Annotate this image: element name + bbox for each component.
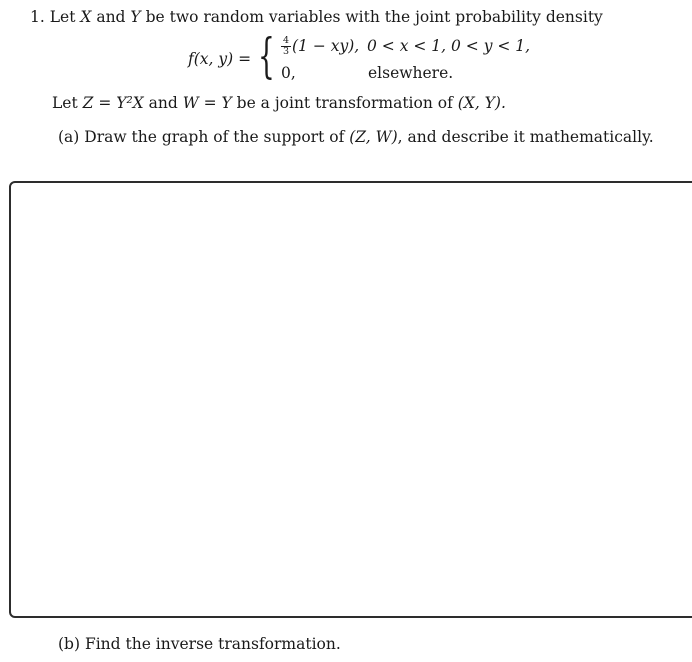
case2-condition: elsewhere. bbox=[368, 64, 454, 82]
case2-value: 0, bbox=[281, 64, 296, 82]
part-a-rest: , and describe it mathematically. bbox=[397, 128, 654, 146]
transformation-statement bbox=[52, 94, 506, 112]
let-text: Let bbox=[52, 94, 83, 112]
var-x: X bbox=[80, 8, 92, 26]
density-function-label: f(x, y) = bbox=[188, 50, 252, 68]
z-definition: Z = Y²X bbox=[82, 94, 144, 112]
fraction-denominator: 3 bbox=[282, 46, 290, 57]
problem-statement bbox=[30, 8, 603, 26]
zw-pair: (Z, W) bbox=[349, 128, 398, 146]
w-definition: W = Y bbox=[182, 94, 232, 112]
part-b-question: (b) Find the inverse transformation. bbox=[58, 635, 341, 653]
var-y: Y bbox=[130, 8, 141, 26]
fraction-numerator: 4 bbox=[282, 35, 290, 46]
piecewise-brace: { bbox=[258, 28, 275, 84]
case1-condition: 0 < x < 1, 0 < y < 1, bbox=[367, 37, 531, 55]
and-text-2: and bbox=[143, 94, 183, 112]
and-text: and bbox=[91, 8, 131, 26]
part-a-question bbox=[58, 128, 654, 146]
case1-fraction bbox=[281, 36, 291, 57]
xy-pair: (X, Y). bbox=[457, 94, 506, 112]
intro-rest: be two random variables with the joint probability density bbox=[140, 8, 603, 26]
part-a-text: (a) Draw the graph of the support of bbox=[58, 128, 350, 146]
intro-text: Let bbox=[49, 8, 81, 26]
transform-rest: be a joint transformation of bbox=[231, 94, 458, 112]
answer-box[interactable] bbox=[9, 181, 692, 618]
case1-expression: (1 − xy), bbox=[292, 37, 360, 55]
problem-number: 1. bbox=[30, 8, 45, 26]
